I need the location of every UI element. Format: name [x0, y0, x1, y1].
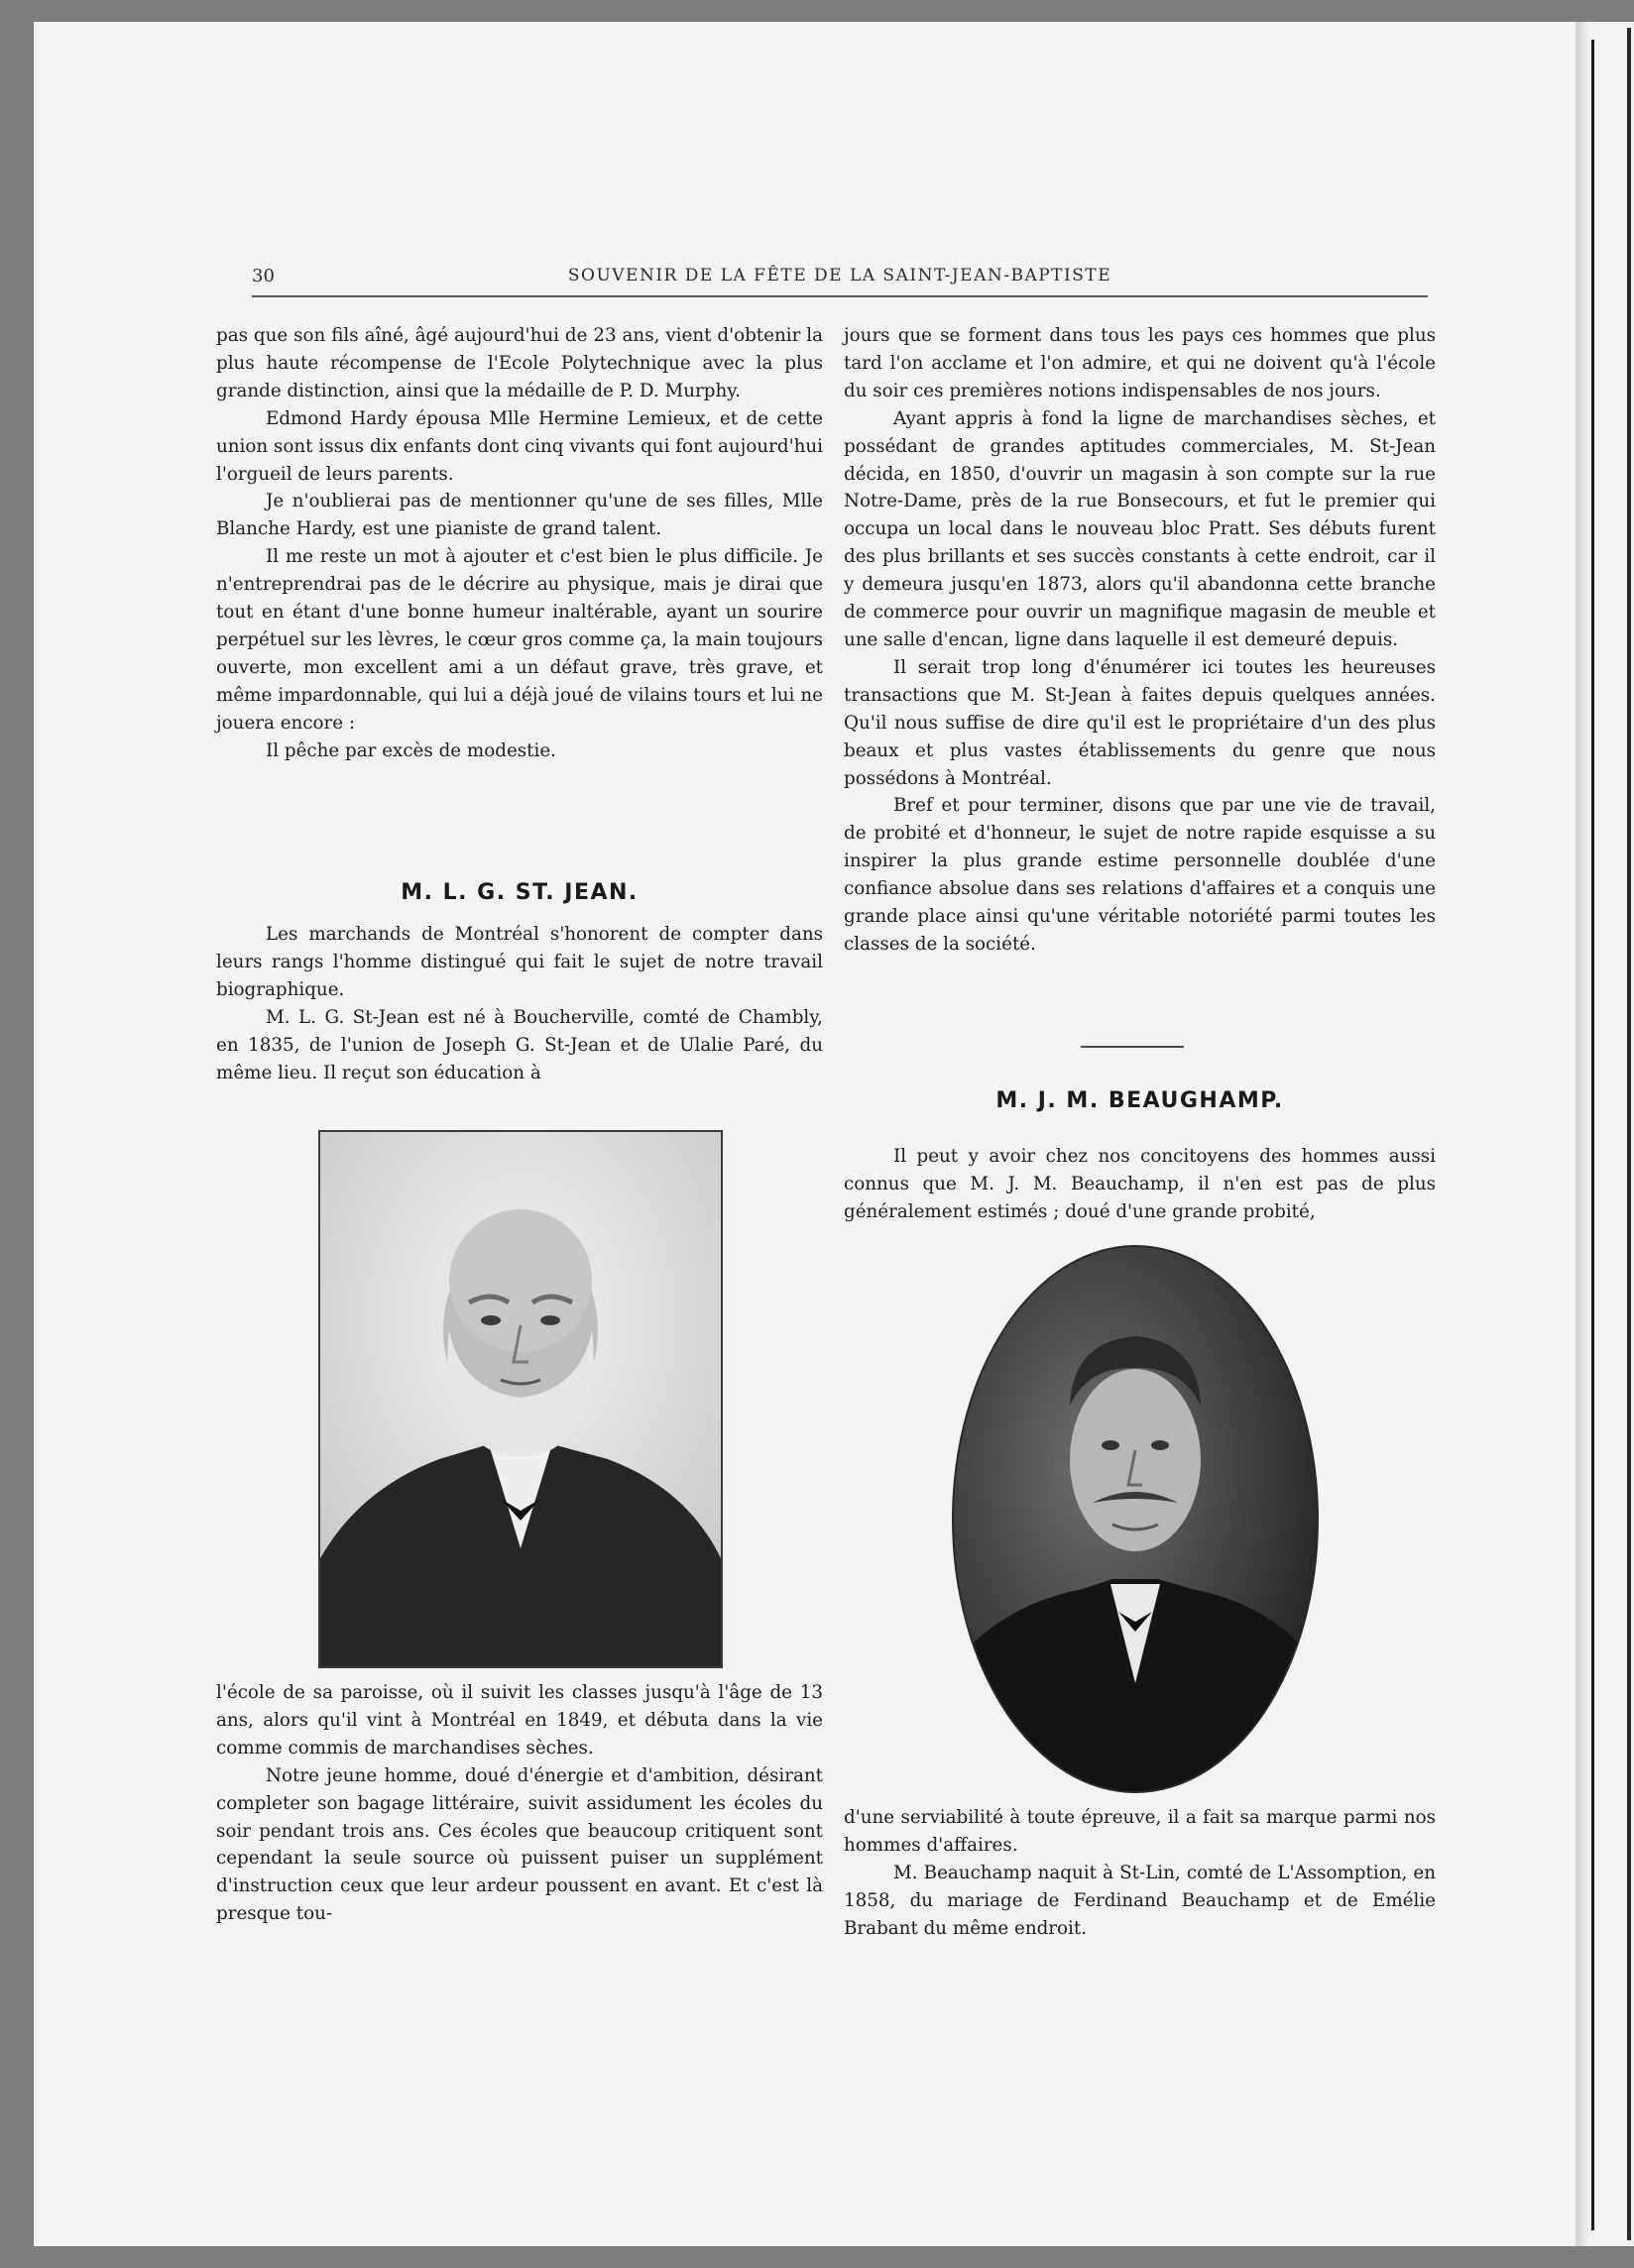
paragraph: jours que se forment dans tous les pays ces hommes que plus tard l'on acclame et l'on admire, et qui ne doivent qu'à l'école du soir ces premières notions indispensables de nos jours.	[844, 325, 1436, 401]
paragraph: pas que son fils aîné, âgé aujourd'hui de 23 ans, vient d'obtenir la plus haute récompense de l'Ecole Polytechnique avec la plus grande distinction, ainsi que la médaille de P. D. Murphy.	[216, 325, 823, 401]
portrait-stjean	[318, 1130, 723, 1668]
header-rule	[252, 295, 1428, 297]
adjacent-page-rule	[1591, 40, 1594, 2230]
paragraph: l'école de sa paroisse, où il suivit les classes jusqu'à l'âge de 13 ans, alors qu'il vint à Montréal en 1849, et débuta dans la vie comme commis de marchandises sèches.	[216, 1682, 823, 1758]
page-header	[252, 266, 1428, 293]
portrait-beauchamp-image	[954, 1247, 1317, 1791]
paragraph: Il peut y avoir chez nos concitoyens des hommes aussi connus que M. J. M. Beauchamp, il n'en est pas de plus généralement estimés ; doué d'une grande probité,	[844, 1146, 1436, 1222]
beauchamp-intro	[844, 1143, 1436, 1226]
book-gutter	[1576, 22, 1589, 2246]
paragraph: Edmond Hardy épousa Mlle Hermine Lemieux, et de cette union sont issus dix enfants dont cinq vivants qui font aujourd'hui l'orgueil de leurs parents.	[216, 407, 823, 485]
paragraph: d'une serviabilité à toute épreuve, il a fait sa marque parmi nos hommes d'affaires.	[844, 1807, 1436, 1856]
section-title-beauchamp: M. J. M. BEAUGHAMP.	[995, 1088, 1284, 1113]
running-title: SOUVENIR DE LA FÊTE DE LA SAINT-JEAN-BAPTISTE	[567, 266, 1112, 285]
paragraph: Il serait trop long d'énumérer ici toutes les heureuses transactions que M. St-Jean à faites depuis quelques années. Qu'il nous suffise de dire qu'il est le propriétaire d'un des plus beaux et plus vastes établissements du genre que nous possédons à Montréal.	[844, 656, 1436, 789]
paragraph: Je n'oublierai pas de mentionner qu'une de ses filles, Mlle Blanche Hardy, est une pianiste de grand talent.	[216, 491, 823, 540]
section-separator	[1081, 1046, 1184, 1048]
page-number: 30	[252, 266, 275, 286]
beauchamp-continued	[844, 1804, 1436, 1943]
stjean-continued	[216, 1679, 823, 1928]
adjacent-page-border	[1627, 28, 1631, 2240]
left-column-top	[216, 322, 823, 765]
paragraph: Il pêche par excès de modestie.	[266, 739, 556, 761]
paragraph: Ayant appris à fond la ligne de marchandises sèches, et possédant de grandes aptitudes commerciales, M. St-Jean décida, en 1850, d'ouvrir un magasin à son compte sur la rue Notre-Dame, près de la rue Bonsecours, et fut le premier qui occupa un local dans le nouveau bloc Pratt. Ses débuts furent des plus brillants et ses succès constants à cette endroit, car il y demeura jusqu'en 1873, alors qu'il abandonna cette branche de commerce pour ouvrir un magnifique magasin de meuble et une salle d'encan, ligne dans laquelle il est demeuré depuis.	[844, 407, 1436, 650]
paragraph: M. Beauchamp naquit à St-Lin, comté de L'Assomption, en 1858, du mariage de Ferdinand Beauchamp et de Emélie Brabant du même endroit.	[844, 1862, 1436, 1939]
section-title-stjean: M. L. G. ST. JEAN.	[401, 880, 639, 905]
stjean-intro	[216, 921, 823, 1086]
paragraph: Il me reste un mot à ajouter et c'est bien le plus difficile. Je n'entreprendrai pas de le décrire au physique, mais je dirai que tout en étant d'une bonne humeur inaltérable, ayant un sourire perpétuel sur les lèvres, le cœur gros comme ça, la main toujours ouverte, mon excellent ami a un défaut grave, très grave, et même impardonnable, qui lui a déjà joué de vilains tours et lui ne jouera encore :	[216, 546, 823, 734]
portrait-stjean-image	[320, 1132, 721, 1666]
portrait-beauchamp	[952, 1245, 1319, 1793]
paragraph: M. L. G. St-Jean est né à Boucherville, comté de Chambly, en 1835, de l'union de Joseph G. St-Jean et de Ulalie Paré, du même lieu. Il reçut son éducation à	[216, 1006, 823, 1083]
paragraph: Notre jeune homme, doué d'énergie et d'ambition, désirant completer son bagage littéraire, suivit assidument les écoles du soir pendant trois ans. Ces écoles que beaucoup critiquent sont cependant la seule source où puissent puiser un supplément d'instruction ceux que leur ardeur poussent en avant. Et c'est là presque tou-	[216, 1764, 823, 1925]
right-column-top	[844, 322, 1436, 959]
paragraph: Bref et pour terminer, disons que par une vie de travail, de probité et d'honneur, le sujet de notre rapide esquisse a su inspirer la plus grande estime personnelle doublée d'une confiance absolue dans ses relations d'affaires et a conquis une grande place ainsi qu'une véritable notoriété parmi toutes les classes de la société.	[844, 795, 1436, 955]
paragraph: Les marchands de Montréal s'honorent de compter dans leurs rangs l'homme distingué qui fait le sujet de notre travail biographique.	[216, 924, 823, 1000]
